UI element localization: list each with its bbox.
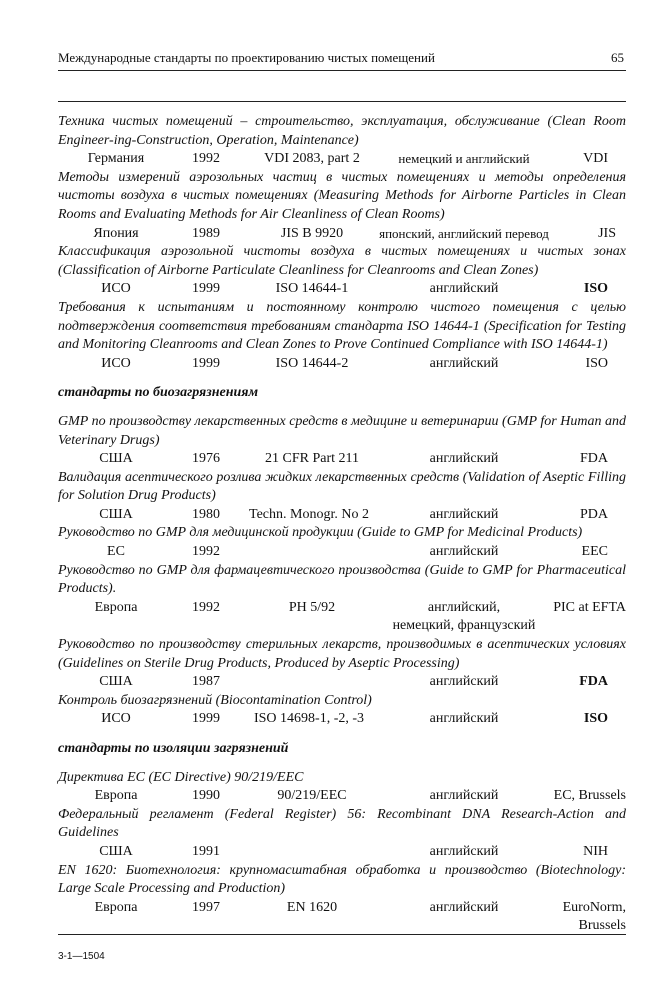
standard-block xyxy=(58,636,626,692)
standard-description: Руководство по GMP для фармацевтического производства (Guide to GMP for Pharmaceutical Products). xyxy=(58,562,626,597)
organization: EEC xyxy=(581,544,608,560)
standard-block xyxy=(58,169,626,243)
standard-description: Требования к испытаниям и постоянному контролю чистого помещения с целью подтверждения соответствия требованиям стандарта ISO 14644-1 (Specification for Testing and Monitoring Cleanrooms and Clean Zones to Prove Continued Compliance with ISO 14644-1) xyxy=(58,299,626,353)
header-rule xyxy=(58,70,626,71)
year: 1992 xyxy=(192,151,220,167)
language: английский xyxy=(429,788,499,804)
country: ИСО xyxy=(101,281,131,297)
standard-code: 90/219/EEC xyxy=(277,788,347,804)
standard-entry xyxy=(58,280,626,299)
standard-description: Контроль биозагрязнений (Biocontamination Control) xyxy=(58,692,372,708)
standard-block xyxy=(58,769,626,806)
organization: EuroNorm, xyxy=(562,899,626,915)
language: английский xyxy=(429,281,499,297)
standard-code: Techn. Monogr. No 2 xyxy=(249,506,369,522)
language: английский xyxy=(429,451,499,467)
year: 1999 xyxy=(192,355,220,371)
page-number: 65 xyxy=(611,50,624,65)
country: Германия xyxy=(87,151,145,167)
standard-description: Руководство по производству стерильных лекарств, производимых в асептических условиях (Guidelines on Sterile Drug Products, Produced by Aseptic Processing) xyxy=(58,637,626,671)
standard-description: Валидация асептического розлива жидких лекарственных средств (Validation of Aseptic Filling for Solution Drug Products) xyxy=(58,469,626,504)
standard-entry xyxy=(58,843,626,862)
printer-code: 3-1—1504 xyxy=(58,951,105,962)
standard-description: Руководство по GMP для медицинской продукции (Guide to GMP for Medicinal Products) xyxy=(58,525,583,541)
country: ИСО xyxy=(101,711,131,727)
organization: VDI xyxy=(583,151,608,167)
language: английский xyxy=(429,506,499,522)
organization-continued: Brussels xyxy=(578,918,626,934)
standard-block xyxy=(58,562,626,636)
country: Япония xyxy=(93,225,139,241)
organization: FDA xyxy=(579,674,608,690)
year: 1997 xyxy=(192,899,220,915)
standard-code: EN 1620 xyxy=(286,899,338,915)
standard-block xyxy=(58,413,626,469)
standard-block xyxy=(58,299,626,373)
country: Европа xyxy=(94,899,138,915)
section-heading: стандарты по изоляции загрязнений xyxy=(58,741,289,756)
year: 1989 xyxy=(192,225,220,241)
year: 1991 xyxy=(192,843,220,859)
standard-entry xyxy=(58,599,626,636)
language: английский xyxy=(429,843,499,859)
standard-block xyxy=(58,806,626,862)
organization: FDA xyxy=(579,451,608,467)
standard-code: PH 5/92 xyxy=(288,599,336,615)
standard-entry xyxy=(58,355,626,374)
standard-entry xyxy=(58,543,626,562)
year: 1980 xyxy=(192,506,220,522)
country: ИСО xyxy=(101,355,131,371)
year: 1992 xyxy=(192,599,220,615)
country: США xyxy=(99,506,133,522)
year: 1987 xyxy=(192,674,220,690)
standard-description: Техника чистых помещений – строительство, эксплуатация, обслуживание (Clean Room Engineer-ing-Construction, Operation, Maintenance) xyxy=(58,114,626,148)
standard-entry xyxy=(58,506,626,525)
standard-code: VDI 2083, part 2 xyxy=(264,151,360,167)
standard-code: ISO 14644-1 xyxy=(275,281,349,297)
country: Европа xyxy=(94,599,138,615)
language: японский, английский перевод xyxy=(379,225,549,241)
country: ЕС xyxy=(107,544,125,560)
standard-code: ISO 14644-2 xyxy=(275,355,349,371)
standard-entry xyxy=(58,787,626,806)
standard-entry xyxy=(58,899,626,936)
organization: PIC at EFTA xyxy=(553,599,626,615)
standard-entry xyxy=(58,710,626,729)
language: английский xyxy=(429,544,499,560)
header-title: Международные стандарты по проектированию чистых помещений xyxy=(58,50,435,65)
standard-description: Директива ЕС (EC Directive) 90/219/EEC xyxy=(58,769,304,785)
footer-rule xyxy=(58,934,626,935)
organization: EC, Brussels xyxy=(553,788,626,804)
standards-list xyxy=(58,113,626,936)
standard-description: Классификация аэрозольной чистоты воздуха в чистых помещениях и чистых зонах (Classification of Airborne Particulate Cleanliness for Cleanrooms and Clean Zones) xyxy=(58,244,626,278)
year: 1999 xyxy=(192,711,220,727)
year: 1999 xyxy=(192,281,220,297)
standard-block xyxy=(58,524,626,561)
content-top-rule xyxy=(58,101,626,102)
organization: ISO xyxy=(583,281,608,297)
language: английский xyxy=(429,674,499,690)
standard-description: Федеральный регламент (Federal Register) 56: Recombinant DNA Research-Action and Guidelines xyxy=(58,806,626,841)
standard-block xyxy=(58,113,626,169)
standard-code: ISO 14698-1, -2, -3 xyxy=(253,711,365,727)
organization: ISO xyxy=(585,355,608,371)
year: 1976 xyxy=(192,451,220,467)
country: США xyxy=(99,451,133,467)
organization: NIH xyxy=(583,843,608,859)
country: США xyxy=(99,674,133,690)
standard-description: Методы измерений аэрозольных частиц в чистых помещениях и методы определения чистоты воздуха в чистых помещениях (Measuring Methods for Airborne Particles in Clean Rooms and Evaluating Methods for Air Cleanliness of Clean Rooms) xyxy=(58,169,626,222)
language: английский xyxy=(429,355,499,371)
country: США xyxy=(99,843,133,859)
running-header xyxy=(58,50,626,68)
standard-code: 21 CFR Part 211 xyxy=(265,451,359,467)
standard-block xyxy=(58,469,626,525)
year: 1990 xyxy=(192,788,220,804)
organization: JIS xyxy=(598,225,616,241)
language: английский xyxy=(429,711,499,727)
organization: ISO xyxy=(583,711,608,727)
standard-description: EN 1620: Биотехнология: крупномасштабная обработка и производство (Biotechnology: Large Scale Processing and Production) xyxy=(58,862,626,897)
standard-code: JIS B 9920 xyxy=(280,225,344,241)
section-heading: стандарты по биозагрязнениям xyxy=(58,385,259,401)
language: немецкий и английский xyxy=(398,151,530,167)
standard-entry xyxy=(58,673,626,692)
standard-entry xyxy=(58,225,626,244)
language: английский xyxy=(429,899,499,915)
standard-description: GMP по производству лекарственных средств в медицине и ветеринарии (GMP for Human and Veterinary Drugs) xyxy=(58,413,626,448)
standard-block xyxy=(58,243,626,299)
standard-block xyxy=(58,862,626,936)
country: Европа xyxy=(94,788,138,804)
standard-block xyxy=(58,692,626,729)
year: 1992 xyxy=(192,544,220,560)
language: английский, xyxy=(427,599,501,615)
standard-entry xyxy=(58,150,626,169)
standard-entry xyxy=(58,450,626,469)
language-continued: немецкий, французский xyxy=(392,618,536,634)
organization: PDA xyxy=(579,506,608,522)
